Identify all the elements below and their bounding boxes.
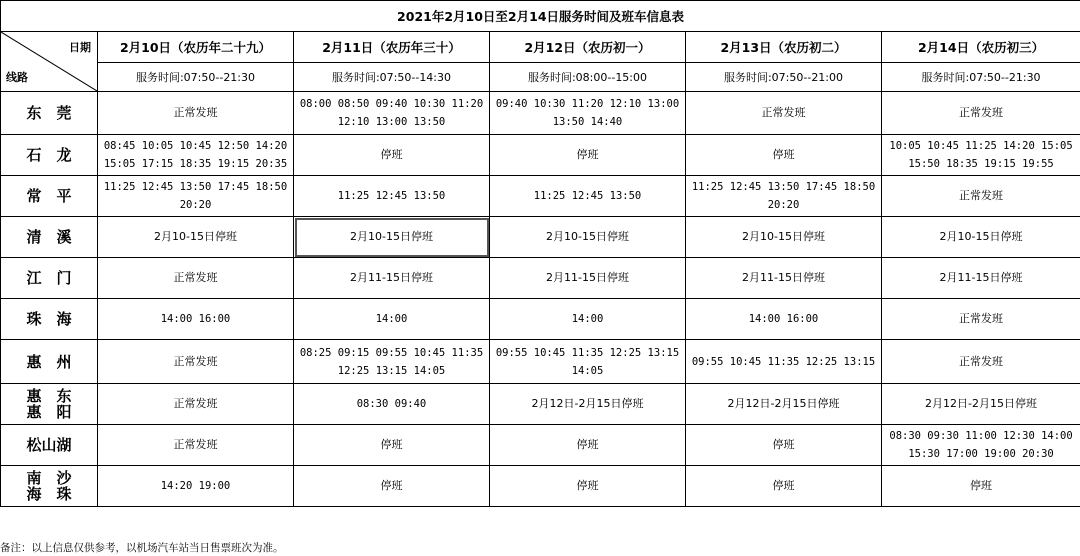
- schedule-cell: 2月12日-2月15日停班: [686, 384, 882, 425]
- schedule-cell: 停班: [686, 425, 882, 466]
- route-name-cell: 常 平: [1, 176, 98, 217]
- schedule-cell: 正常发班: [882, 340, 1080, 384]
- route-row: [1, 217, 1080, 258]
- route-name-cell: 惠 东 惠 阳: [1, 384, 98, 425]
- schedule-cell: 正常发班: [882, 92, 1080, 135]
- service-time-cell: 服务时间:08:00--15:00: [490, 63, 686, 92]
- schedule-cell: 11:25 12:45 13:50 17:45 18:50 20:20: [98, 176, 294, 217]
- schedule-cell: 08:30 09:40: [294, 384, 490, 425]
- date-header-row: [1, 32, 1080, 63]
- service-time-row: [1, 63, 1080, 92]
- schedule-cell: 2月10-15日停班: [686, 217, 882, 258]
- route-name-cell: 南 沙 海 珠: [1, 466, 98, 507]
- schedule-cell: 停班: [882, 466, 1080, 507]
- schedule-cell: 09:55 10:45 11:35 12:25 13:15 14:05: [490, 340, 686, 384]
- service-time-cell: 服务时间:07:50--21:00: [686, 63, 882, 92]
- date-label: 日期: [69, 41, 91, 54]
- route-name-cell: 东 莞: [1, 92, 98, 135]
- schedule-cell: 10:05 10:45 11:25 14:20 15:05 15:50 18:35 19:15 19:55: [882, 135, 1080, 176]
- route-row: [1, 135, 1080, 176]
- schedule-cell: 正常发班: [686, 92, 882, 135]
- route-name-cell: 清 溪: [1, 217, 98, 258]
- date-header-cell: 2月13日（农历初二）: [686, 32, 882, 63]
- service-time-cell: 服务时间:07:50--14:30: [294, 63, 490, 92]
- schedule-cell: 正常发班: [98, 92, 294, 135]
- date-header-cell: 2月11日（农历年三十）: [294, 32, 490, 63]
- schedule-cell: 停班: [490, 466, 686, 507]
- schedule-cell: 08:25 09:15 09:55 10:45 11:35 12:25 13:15 14:05: [294, 340, 490, 384]
- route-name-cell: 惠 州: [1, 340, 98, 384]
- schedule-cell: 正常发班: [882, 299, 1080, 340]
- route-name-cell: 江 门: [1, 258, 98, 299]
- route-name-cell: 石 龙: [1, 135, 98, 176]
- route-row: [1, 258, 1080, 299]
- date-header-cell: 2月14日（农历初三）: [882, 32, 1080, 63]
- schedule-cell: 正常发班: [98, 425, 294, 466]
- route-row: [1, 299, 1080, 340]
- schedule-cell: 11:25 12:45 13:50: [294, 176, 490, 217]
- schedule-cell: 08:45 10:05 10:45 12:50 14:20 15:05 17:15 18:35 19:15 20:35: [98, 135, 294, 176]
- schedule-cell: 2月10-15日停班: [294, 217, 490, 258]
- schedule-cell: 2月10-15日停班: [490, 217, 686, 258]
- schedule-cell: 14:20 19:00: [98, 466, 294, 507]
- date-header-cell: 2月12日（农历初一）: [490, 32, 686, 63]
- schedule-cell: 停班: [294, 466, 490, 507]
- footnote: 备注：以上信息仅供参考，以机场汽车站当日售票班次为准。: [0, 542, 284, 554]
- schedule-cell: 08:00 08:50 09:40 10:30 11:20 12:10 13:00 13:50: [294, 92, 490, 135]
- schedule-cell: 11:25 12:45 13:50: [490, 176, 686, 217]
- schedule-cell: 停班: [490, 135, 686, 176]
- title-row: [1, 1, 1080, 32]
- schedule-cell: 2月10-15日停班: [882, 217, 1080, 258]
- corner-header-cell: [1, 32, 98, 92]
- table-title: 2021年2月10日至2月14日服务时间及班车信息表: [1, 1, 1080, 32]
- schedule-cell: 2月11-15日停班: [882, 258, 1080, 299]
- date-header-cell: 2月10日（农历年二十九）: [98, 32, 294, 63]
- schedule-cell: 停班: [686, 466, 882, 507]
- schedule-cell: 14:00: [294, 299, 490, 340]
- schedule-cell: 正常发班: [98, 340, 294, 384]
- schedule-cell: 09:40 10:30 11:20 12:10 13:00 13:50 14:40: [490, 92, 686, 135]
- route-name-cell: 珠 海: [1, 299, 98, 340]
- schedule-cell: 09:55 10:45 11:35 12:25 13:15: [686, 340, 882, 384]
- route-row: [1, 384, 1080, 425]
- schedule-cell: 停班: [686, 135, 882, 176]
- route-row: [1, 176, 1080, 217]
- schedule-cell: 2月10-15日停班: [98, 217, 294, 258]
- schedule-cell: 2月11-15日停班: [490, 258, 686, 299]
- schedule-cell: 停班: [490, 425, 686, 466]
- route-row: [1, 92, 1080, 135]
- schedule-cell: 14:00 16:00: [686, 299, 882, 340]
- schedule-cell: 2月12日-2月15日停班: [490, 384, 686, 425]
- route-name-cell: 松山湖: [1, 425, 98, 466]
- schedule-cell: 2月11-15日停班: [686, 258, 882, 299]
- schedule-cell: 2月12日-2月15日停班: [882, 384, 1080, 425]
- route-row: [1, 425, 1080, 466]
- schedule-cell: 正常发班: [98, 258, 294, 299]
- route-row: [1, 340, 1080, 384]
- schedule-cell: 正常发班: [98, 384, 294, 425]
- service-time-cell: 服务时间:07:50--21:30: [882, 63, 1080, 92]
- schedule-cell: 停班: [294, 425, 490, 466]
- schedule-cell: 停班: [294, 135, 490, 176]
- schedule-cell: 正常发班: [882, 176, 1080, 217]
- schedule-cell: 11:25 12:45 13:50 17:45 18:50 20:20: [686, 176, 882, 217]
- schedule-cell: 14:00 16:00: [98, 299, 294, 340]
- schedule-cell: 08:30 09:30 11:00 12:30 14:00 15:30 17:00 19:00 20:30: [882, 425, 1080, 466]
- route-row: [1, 466, 1080, 507]
- service-time-cell: 服务时间:07:50--21:30: [98, 63, 294, 92]
- schedule-cell: 2月11-15日停班: [294, 258, 490, 299]
- route-label: 线路: [6, 71, 28, 84]
- schedule-cell: 14:00: [490, 299, 686, 340]
